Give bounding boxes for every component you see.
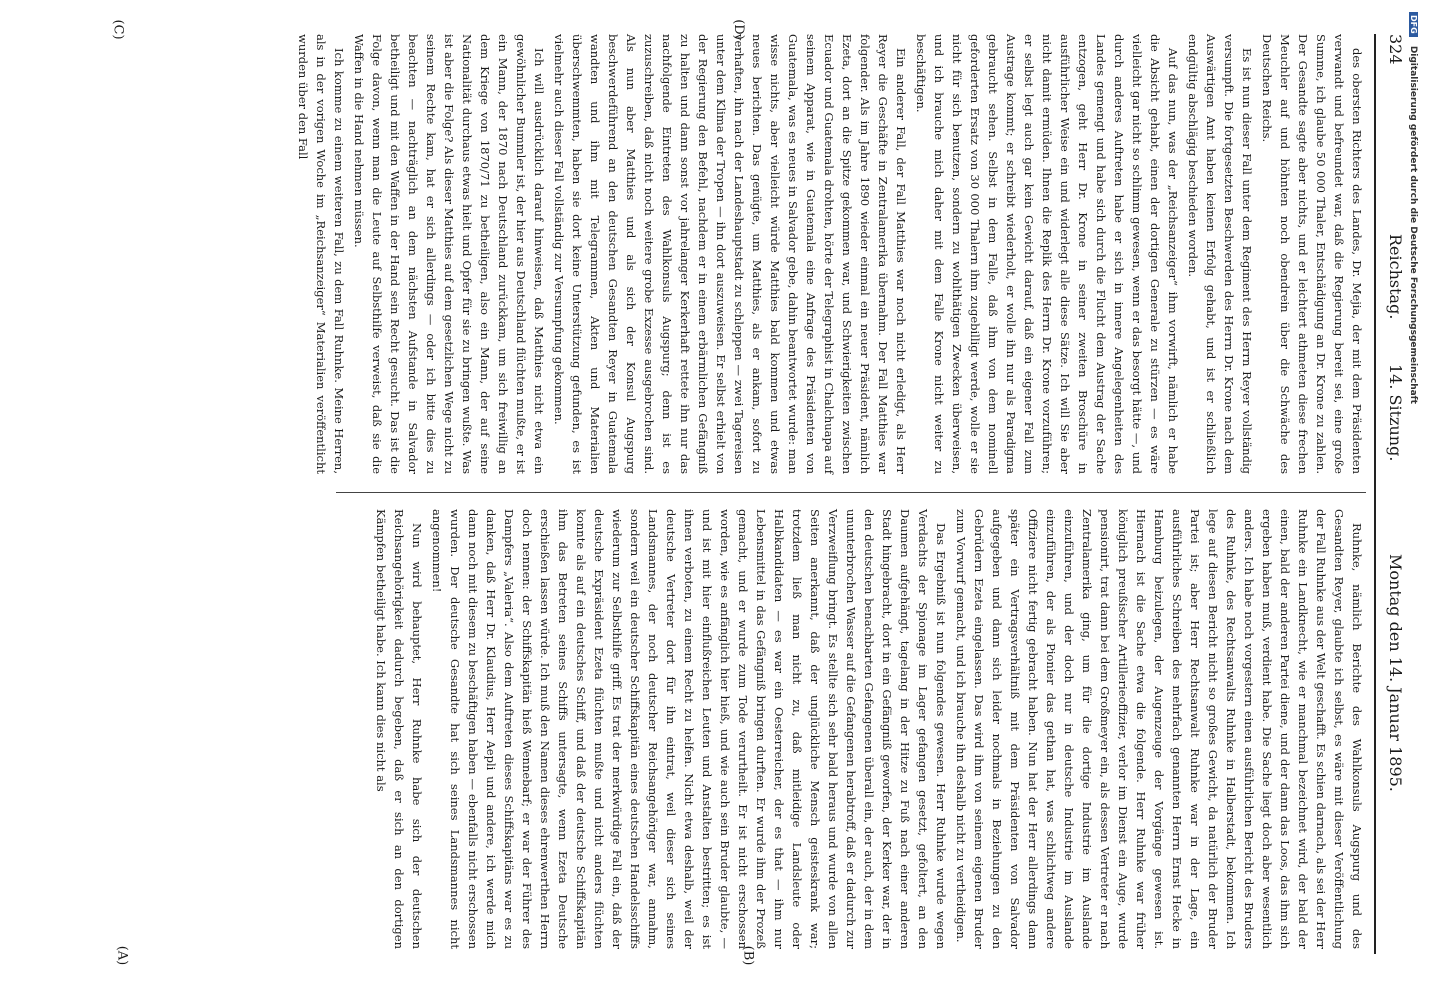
paragraph: Ich komme zu einem weiteren Fall, zu dem Fall Ruhnke. Meine Herren, als in der vorigen Woche im „Reichsanzeiger“ Materialien veröffentlicht wurden über den Fall: [296, 34, 346, 474]
margin-mark-a: (A): [114, 945, 130, 966]
paragraph: Ruhnke, nämlich Berichte des Wahlkonsuls Augspurg und des Gesandten Reyer, glaubte ich selbst, es wäre mit dieser Veröffentlichung der Fall Ruhnke aus der Welt geschafft. Es schien darnach, als sei der Herr Ruhnke ein Landknecht, wie er manchmal bezeichnet wird, der bald der einen, bald der anderen Partei diene, und der dann das Loos, das ihm sich ergeben haben muß, verdient habe. Die Sache liegt doch aber wesentlich anders. Ich habe noch vorgestern einen ausführlichen Bericht des Bruders des Ruhnke, des Rechtsanwalts Ruhnke in Halberstadt, bekommen. Ich lege auf diesen Bericht nicht so großes Gewicht, da natürlich der Bruder Partei ist; aber Herr Rechtsanwalt Ruhnke war in der Lage, ein ausführliches Schreiben des mehrfach genannten Herrn Ernst Hecke in Hamburg beizulegen, der Augenzeuge der Vorgänge gewesen ist. Hiernach ist die Sache etwa die folgende. Herr Ruhnke war früher königlich preußischer Artillerieoffizier, verlor im Dienst ein Auge, wurde pensionirt, trat dann bei dem Großmeyer ein, als dessen Vertreter er nach Zentralamerika ging, um für die dortige Industrie im Auslande einzuführen, und der doch nur in deutsche Industrie im Auslande einzuführen, der als Pionier das gethan hat, was schlichtweg andere Offiziere nicht fertig gebracht haben. Nun hat der Herr allerdings dann später ein Vertragsverhältniß mit dem Präsidenten von Salvador aufgegeben und dann sich leider nochmals in Beziehungen zu den Gebrüdern Ezeta eingelassen. Das wird ihm von seinem eigenen Bruder zum Vorwurf gemacht, und ich brauche ihn deshalb nicht zu vertheidigen.: [954, 509, 1364, 950]
paragraph: Das Ergebniß ist nun folgendes gewesen. Herr Ruhnke wurde wegen Verdachts der Spionage im Lager gefangen gesetzt, gefoltert, an den Daumen aufgehängt, tagelang in der Hitze zu Fuß nach einer anderen Stadt hingebracht, dort in ein Gefängniß geworfen, der Kerker war, der in den deutschen benachbarten Gefangenen überall ein, der auch, der in dem ununterbrochen Wasser auf die Gefangenen herabtroff, daß er dadurch zur Verzweiflung bringt. Es stellte sich sehr bald heraus und wurde von allen Seiten anerkannt, daß der unglückliche Mensch geisteskrank war; trotzdem ließ man nicht zu, daß mitleidige Landsleute oder Halbkandidaten — es war ein Oesterreicher, der es that — ihm nur Lebensmittel in das Gefängniß bringen durften. Er wurde ihm der Prozeß gemacht, und er wurde zum Tode verurtheilt. Er ist nicht erschossen worden, wie es anfänglich hier hieß, und wie auch sein Bruder glaubte, — und ist mit hier einflußreichen Leuten und Anstalten bestritten; es ist ihnen verboten, zu einem Recht zu helfen. Nicht etwa deshalb, weil der deutsche Vertreter dort für ihn eintrat, weil dieser sich seines Landsmannes, der noch deutscher Reichsangehöriger war, annahm, sondern weil ein deutscher Schiffskapitän eines deutschen Handelsschiffs wiederum zur Selbsthilfe griff. Es trat der merkwürdige Fall ein, daß der deutsche Expräsident Ezeta flüchten mußte und nicht anders flüchten konnte als auf ein deutsches Schiff, und daß der deutsche Schiffskapitän ihm das Betreten seines Schiffs untersagte, wenn Ezeta Deutsche erschießen lassen würde. Ich muß den Namen dieses ehrenwerthen Herrn doch nennen: der Schiffskapitän hieß Wennebarf; er war der Führer des Dampfers „Valeria“. Also dem Auftreten dieses Schiffskapitäns war es zu danken, daß Herr Dr. Klaudius, Herr Aepli und andere, ich werde mich dann noch mit diesem zu beschäftigen haben — ebenfalls nicht erschossen wurden. Der deutsche Gesandte hat sich seines Landsmannes nicht angenommen!: [430, 509, 948, 949]
paragraph: Auf das nun, was der „Reichsanzeiger“ ihm vorwirft, nämlich er habe die Absicht gehabt, einen der dortigen Generale zu stürzen — es wäre vielleicht gar nicht so schlimm gewesen, wenn er das besorgt hätte —, und durch anderes Auftreten habe er sich in innere Angelegenheiten des Landes gemengt und habe sich durch die Flucht dem Austrag der Sache entzogen, geht Herr Dr. Krone in seiner zweiten Broschüre in ausführlicher Weise ein und widerlegt alle diese Sätze. Ich will Sie aber nicht damit ermüden. Ihnen die Replik des Herrn Dr. Krone vorzuführen; er selbst legt auch gar kein Gewicht darauf, daß ein eigener Fall zum Austrage kommt; er schreibt wiederholt, er wolle ihn nur als Paradigma gebraucht sehen. Selbst in dem Falle, daß ihm von dem nominell geforderten Ersatz von 30 000 Thalern ihm zugebilligt werde, wolle er sie nicht für sich benutzen, sondern zu wohlthätigen Zwecken überweisen, und ich brauche mich daher mit dem Falle Krone nicht weiter zu beschäftigen.: [914, 34, 1180, 474]
header-rule: [1374, 34, 1376, 954]
left-column: [296, 34, 1366, 474]
funding-credit: [1404, 12, 1418, 992]
rotated-page-content: [60, 14, 1410, 974]
paragraph: Ein anderer Fall, der Fall Matthies war noch nicht erledigt, als Herr Reyer die Geschäfte in Zentralamerika übernahm. Der Fall Matthies war folgender. Als im Jahre 1890 wieder einmal ein neuer Präsident, nämlich Ezeta, dort an die Spitze gekommen war, und Schwierigkeiten zwischen Ecuador und Guatemala drohten, hörte der Telegraphist in Chalchuapa auf seinem Apparat, wie in Guatemala eine Anfrage des Präsidenten von Guatemala, was es neues in Salvador gebe, dahin beantwortet wurde: man wisse nichts, aber vielleicht würde Matthies bald kommen und etwas neues berichten. Das genügte, um Matthies, als er ankam, sofort zu verhaften, ihn nach der Landeshauptstadt zu schleppen — zwei Tagereisen unter dem Klima der Tropen — ihn dort auszuweisen. Er selbst erhielt von der Regierung den Befehl, nachdem er in einem erbärmlichen Gefängniß zu halten und dann sonst vor jahrelanger Kerkerhaft rettete ihn nur das nachfolgende Eintreten des Wahlkonsuls Augspurg; denn ist es zuzuschreiben, daß nicht noch weitere grobe Exzesse ausgebrochen sind. Als nun aber Matthies und als sich der Konsul Augspurg beschwerdeführend an den deutschen Gesandten Reyer in Guatemala wandten und ihm mit Telegrammen, Akten und Materialien überschwemmten, haben sie dort keine Unterstützung gefunden, es ist vielmehr auch dieser Fall vollständig zur Versumpfung gekommen.: [552, 34, 908, 474]
dfg-logo: DFG: [1409, 12, 1418, 37]
header-date: Montag den 14. Januar 1895.: [1386, 554, 1405, 792]
page-number: 324: [1386, 34, 1405, 65]
paragraph: Es ist nun dieser Fall unter dem Regiment des Herrn Reyer vollständig versumpft. Die fortgesetzten Beschwerden des Herrn Dr. Krone nach dem Auswärtigen Amt haben keinen Erfolg gehabt, und ist er schließlich endgültig abschlägig beschieden worden.: [1186, 34, 1254, 474]
margin-mark-d: (D): [730, 19, 746, 40]
paragraph: des obersten Richters des Landes, Dr. Mejia, der mit dem Präsidenten verwandt und befreundet war, daß die Regierung bereit sei, eine große Summe, ich glaube 50 000 Thaler, Entschädigung an Dr. Krone zu zahlen. Der Gesandte sagte aber nichts, und er leichtert athmeten diese frechen Meuchler auf und höhnten noch obendrein über die Schwäche des Deutschen Reichs.: [1260, 34, 1364, 474]
paragraph: Nun wird behauptet, Herr Ruhnke habe sich der deutschen Reichsangehörigkeit dadurch begeben, daß er sich an den dortigen Kämpfen betheiligt habe. Ich kann dies nicht als: [374, 509, 424, 949]
margin-mark-c: (C): [110, 19, 126, 40]
right-column: [326, 509, 1366, 949]
column-divider: [336, 492, 1366, 493]
header-title: Reichstag.: [1386, 234, 1405, 320]
margin-mark-b: (B): [740, 945, 756, 966]
funding-text: Digitalisierung gefördert durch die Deutsche Forschungsgemeinschaft: [1408, 45, 1418, 404]
header-session: 14. Sitzung.: [1386, 364, 1405, 462]
paragraph: Ich will ausdrücklich darauf hinweisen, daß Matthies nicht etwa ein gewöhnlicher Bummler ist, der hier aus Deutschland flüchten mußte, er ist ein Mann, der 1870 nach Deutschland zurückkam, um sich freiwillig an dem Kriege von 1870/71 zu betheiligen, also ein Mann, der auf seine Nationalität durchaus etwas hielt und Opfer für sie zu bringen wußte. Was ist aber die Folge? Als dieser Matthies auf dem gesetzlichen Wege nicht zu seinem Rechte kam, hat er sich allerdings — oder ich bitte dies zu beachten — nachträglich an dem nächsten Aufstande in Salvador betheiligt und mit den Waffen in der Hand sein Recht gesucht. Das ist die Folge davon, wenn man die Leute auf Selbsthilfe verweist, daß sie die Waffen in die Hand nehmen müssen.: [352, 34, 546, 474]
